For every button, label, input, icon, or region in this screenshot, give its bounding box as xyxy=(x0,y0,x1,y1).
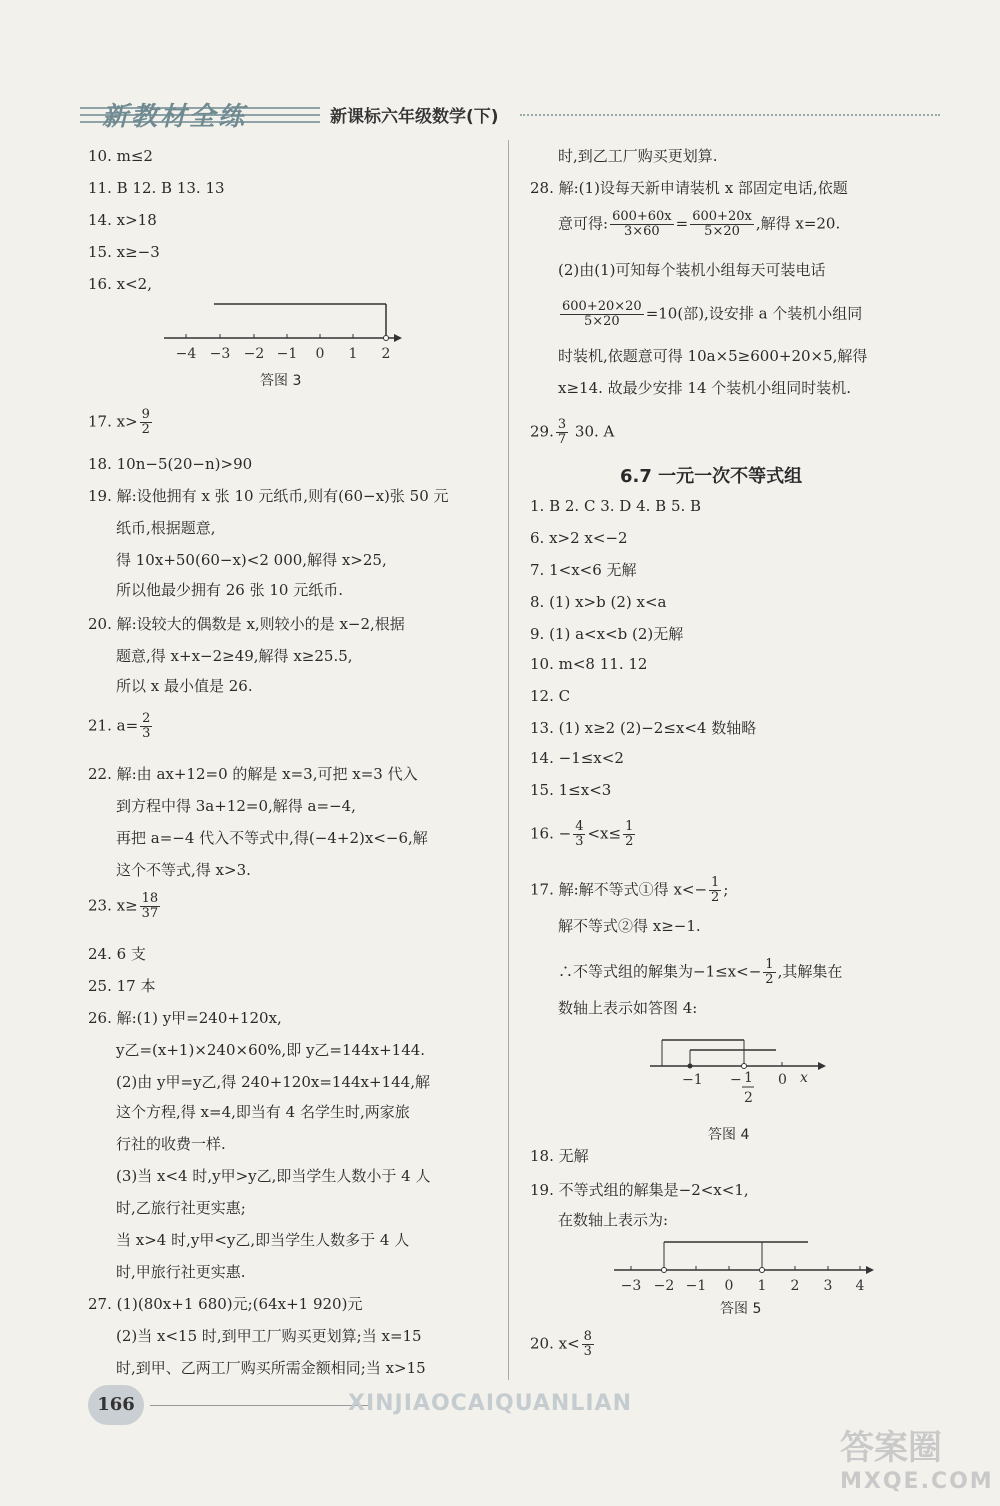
denominator: 2 xyxy=(625,834,634,849)
denominator: 2 xyxy=(765,972,774,987)
answer-28-text: ,解得 x=20. xyxy=(755,214,841,233)
fig5-tick: 4 xyxy=(855,1278,865,1294)
numerator: 600+20×20 xyxy=(562,299,642,314)
answer-15: 15. 1≤x<3 xyxy=(530,781,612,799)
denominator: 2 xyxy=(711,890,720,905)
equals-sign: = xyxy=(675,214,689,233)
fraction xyxy=(140,892,161,921)
watermark-logo xyxy=(840,1420,994,1500)
answer-20 xyxy=(530,1330,596,1359)
fraction xyxy=(763,958,775,987)
fig5-caption: 答图 5 xyxy=(720,1301,762,1317)
fig4-half-numerator: 1 xyxy=(744,1070,753,1086)
denominator: 3 xyxy=(142,726,151,741)
denominator: 3×60 xyxy=(624,224,660,239)
fraction xyxy=(623,820,635,849)
answer-28-line6: x≥14. 故最少安排 14 个装机小组同时装机. xyxy=(558,379,852,397)
answer-24: 24. 6 支 xyxy=(88,945,146,963)
answer-17 xyxy=(88,408,154,437)
denominator: 37 xyxy=(141,906,159,921)
answer-22-line2: 到方程中得 3a+12=0,解得 a=−4, xyxy=(116,797,356,815)
fraction xyxy=(709,876,721,905)
answer-27-line1: 27. (1)(80x+1 680)元;(64x+1 920)元 xyxy=(88,1295,363,1313)
numerator: 1 xyxy=(625,819,634,834)
numerator: 600+20x xyxy=(692,209,752,224)
answer-26-line8: 当 x>4 时,y甲<y乙,即当学生人数多于 4 人 xyxy=(116,1231,410,1249)
answer-26-line6: (3)当 x<4 时,y甲>y乙,即当学生人数小于 4 人 xyxy=(116,1167,431,1185)
fig4-tick: 0 xyxy=(778,1072,787,1088)
answer-19-line1: 19. 解:设他拥有 x 张 10 元纸币,则有(60−x)张 50 元 xyxy=(88,487,449,505)
fig4-half-denominator: 2 xyxy=(744,1090,753,1106)
answer-27-line3: 时,到甲、乙两工厂购买所需金额相同;当 x>15 xyxy=(116,1359,426,1377)
answer-22-line3: 再把 a=−4 代入不等式中,得(−4+2)x<−6,解 xyxy=(116,829,428,847)
fig5-tick: 0 xyxy=(724,1278,734,1294)
answer-28-line4 xyxy=(558,300,862,329)
watermark-url: MXQE.COM xyxy=(840,1469,994,1494)
fig4-x-label: x xyxy=(800,1070,808,1086)
answer-19-line2: 纸币,根据题意, xyxy=(116,519,216,537)
section-title: 6.7 一元一次不等式组 xyxy=(620,466,803,487)
fig5-tick: 2 xyxy=(790,1278,800,1294)
fig3-tick: −4 xyxy=(175,346,197,362)
denominator: 2 xyxy=(141,422,150,437)
answer-17-text: ∴不等式组的解集为−1≤x<− xyxy=(558,962,762,981)
fig5-tick: 1 xyxy=(757,1278,767,1294)
answer-8: 8. (1) x>b (2) x<a xyxy=(530,593,667,611)
answer-17-line1 xyxy=(530,876,728,905)
fig3-tick: −2 xyxy=(243,346,265,362)
answer-25: 25. 17 本 xyxy=(88,977,156,995)
answer-23 xyxy=(88,892,162,921)
answer-28-text: 意可得: xyxy=(558,214,609,233)
answer-22-line4: 这个不等式,得 x>3. xyxy=(116,861,251,879)
answer-20-line2: 题意,得 x+x−2≥49,解得 x≥25.5, xyxy=(116,647,353,665)
numerator: 8 xyxy=(583,1329,592,1344)
fraction xyxy=(690,210,754,239)
fig4-minus: − xyxy=(730,1072,742,1088)
answer-26-line9: 时,甲旅行社更实惠. xyxy=(116,1263,246,1281)
numerator: 2 xyxy=(142,711,151,726)
answer-26-line7: 时,乙旅行社更实惠; xyxy=(116,1199,246,1217)
numerator: 3 xyxy=(557,417,567,432)
answer-22-line1: 22. 解:由 ax+12=0 的解是 x=3,可把 x=3 代入 xyxy=(88,765,418,783)
answer-12: 12. C xyxy=(530,687,571,705)
answer-15: 15. x≥−3 xyxy=(88,243,160,261)
answer-23-text: 23. x≥ xyxy=(88,896,138,915)
answer-7: 7. 1<x<6 无解 xyxy=(530,561,637,579)
watermark-text: 答案圈 xyxy=(840,1428,942,1468)
answer-10-11: 10. m<8 11. 12 xyxy=(530,655,648,673)
denominator: 3 xyxy=(575,834,584,849)
header-rule xyxy=(520,114,940,120)
answer-17-text: ,其解集在 xyxy=(777,962,843,981)
answer-19-line1: 19. 不等式组的解集是−2<x<1, xyxy=(530,1181,749,1199)
answer-17-text: 17. x> xyxy=(88,412,138,431)
answer-21 xyxy=(88,712,154,741)
answer-28-line3: (2)由(1)可知每个装机小组每天可装电话 xyxy=(558,261,826,279)
number-line-fig3 xyxy=(162,298,402,370)
answer-27-line4: 时,到乙工厂购买更划算. xyxy=(558,147,718,165)
answer-1-5: 1. B 2. C 3. D 4. B 5. B xyxy=(530,497,702,515)
answer-14: 14. x>18 xyxy=(88,211,157,229)
answer-28-line1: 28. 解:(1)设每天新申请装机 x 部固定电话,依题 xyxy=(530,179,848,197)
number-line-fig5 xyxy=(614,1236,884,1296)
answer-11-13: 11. B 12. B 13. 13 xyxy=(88,179,225,197)
fraction xyxy=(582,1330,594,1359)
answer-21-text: 21. a= xyxy=(88,716,139,735)
footer-rule xyxy=(150,1405,370,1406)
answer-26-line5: 行社的收费一样. xyxy=(116,1135,226,1153)
numerator: 4 xyxy=(575,819,584,834)
denominator: 3 xyxy=(583,1344,592,1359)
fraction xyxy=(140,408,152,437)
denominator: 5×20 xyxy=(583,314,620,329)
denominator: 5×20 xyxy=(704,224,740,239)
answer-19-line4: 所以他最少拥有 26 张 10 元纸币. xyxy=(116,581,344,599)
answer-16-text: <x≤ xyxy=(587,824,622,843)
answer-6: 6. x>2 x<−2 xyxy=(530,529,628,547)
fig3-tick: 1 xyxy=(348,346,358,362)
answer-16: 16. x<2, xyxy=(88,275,152,293)
fig3-tick: −1 xyxy=(276,346,298,362)
answer-28-line2 xyxy=(558,210,840,239)
answer-18: 18. 无解 xyxy=(530,1147,589,1165)
numerator: 1 xyxy=(711,875,720,890)
fig3-caption: 答图 3 xyxy=(260,373,302,389)
answer-13: 13. (1) x≥2 (2)−2≤x<4 数轴略 xyxy=(530,719,757,737)
fig5-tick: −2 xyxy=(653,1278,675,1294)
answer-26-line3: (2)由 y甲=y乙,得 240+120x=144x+144,解 xyxy=(116,1073,430,1091)
fraction xyxy=(560,300,644,329)
answer-9: 9. (1) a<x<b (2)无解 xyxy=(530,625,684,643)
numerator: 1 xyxy=(765,957,774,972)
answer-27-line2: (2)当 x<15 时,到甲工厂购买更划算;当 x=15 xyxy=(116,1327,422,1345)
numerator: 600+60x xyxy=(612,209,672,224)
page-header xyxy=(80,96,940,134)
answer-16 xyxy=(530,820,637,849)
page-number: 166 xyxy=(88,1385,144,1425)
fig5-tick: −3 xyxy=(620,1278,642,1294)
answer-19-line2: 在数轴上表示为: xyxy=(558,1211,669,1229)
fig5-tick: −1 xyxy=(685,1278,707,1294)
answer-26-line4: 这个方程,得 x=4,即当有 4 名学生时,两家旅 xyxy=(116,1103,410,1121)
answer-17-line4: 数轴上表示如答图 4: xyxy=(558,999,698,1017)
answer-14: 14. −1≤x<2 xyxy=(530,749,624,767)
answer-29-text: 29. xyxy=(530,422,554,441)
fig3-tick: 0 xyxy=(315,346,325,362)
answer-17-line3 xyxy=(558,958,842,987)
answer-19-line3: 得 10x+50(60−x)<2 000,解得 x>25, xyxy=(116,551,387,569)
fig4-caption: 答图 4 xyxy=(708,1127,750,1143)
numerator: 9 xyxy=(141,407,150,422)
number-line-fig4 xyxy=(650,1034,850,1118)
book-brand: 新教材全练 xyxy=(102,102,248,132)
answer-26-line2: y乙=(x+1)×240×60%,即 y乙=144x+144. xyxy=(116,1041,426,1059)
answer-29-30 xyxy=(530,418,614,447)
answer-16-text: 16. − xyxy=(530,824,572,843)
fraction xyxy=(140,712,152,741)
fig4-tick: −1 xyxy=(682,1072,703,1088)
answer-17-line2: 解不等式②得 x≥−1. xyxy=(558,917,701,935)
fraction xyxy=(573,820,585,849)
denominator: 7 xyxy=(557,432,567,447)
fig3-tick: 2 xyxy=(381,346,391,362)
answer-26-line1: 26. 解:(1) y甲=240+120x, xyxy=(88,1009,282,1027)
column-divider xyxy=(508,140,509,1380)
numerator: 18 xyxy=(141,891,159,906)
page-footer xyxy=(88,1385,938,1435)
fig3-tick: −3 xyxy=(209,346,231,362)
answer-20-line3: 所以 x 最小值是 26. xyxy=(116,677,253,695)
answer-17-text: 17. 解:解不等式①得 x<− xyxy=(530,880,708,899)
answer-10: 10. m≤2 xyxy=(88,147,153,165)
answer-20-text: 20. x< xyxy=(530,1334,580,1353)
answer-28-text: =10(部),设安排 a 个装机小组同 xyxy=(645,304,863,323)
fig5-tick: 3 xyxy=(823,1278,833,1294)
answer-20-line1: 20. 解:设较大的偶数是 x,则较小的是 x−2,根据 xyxy=(88,615,405,633)
fraction xyxy=(610,210,674,239)
footer-brand-text: XINJIAOCAIQUANLIAN xyxy=(348,1391,632,1416)
answer-28-line5: 时装机,依题意可得 10a×5≥600+20×5,解得 xyxy=(558,347,868,365)
fraction xyxy=(556,418,568,447)
book-subtitle: 新课标六年级数学(下) xyxy=(330,107,499,127)
answer-18: 18. 10n−5(20−n)>90 xyxy=(88,455,253,473)
answer-30-text: 30. A xyxy=(570,422,615,441)
answer-17-text: ; xyxy=(723,880,729,899)
